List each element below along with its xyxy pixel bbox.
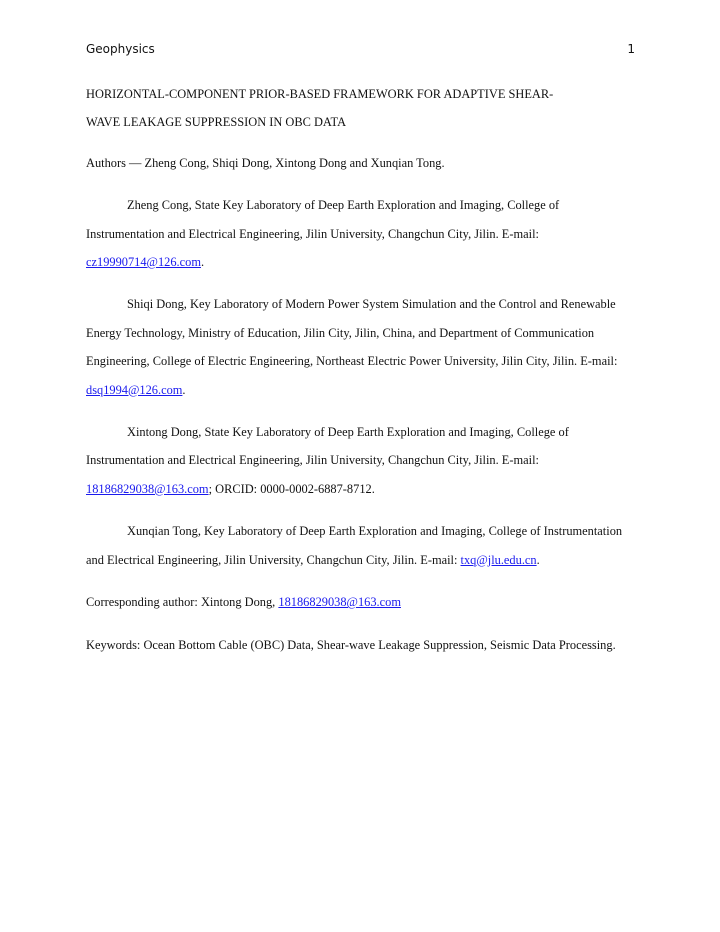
- paper-body: [86, 80, 638, 673]
- affiliation-suffix: ; ORCID: 0000-0002-6887-8712.: [208, 481, 375, 496]
- page-number: 1: [627, 42, 635, 56]
- affiliation-text: Xintong Dong, State Key Laboratory of Deep Earth Exploration and Imaging, College of Instrumentation and Electrical Engineering, Jilin University, Changchun City, Jilin. E-mail:: [86, 425, 569, 468]
- affiliation-text: Shiqi Dong, Key Laboratory of Modern Power System Simulation and the Control and Renewable Energy Technology, Ministry of Education, Jilin City, Jilin, China, and Department of Communication Engineering, College of Electric Engineering, Northeast Electric Power University, Jilin City, Jilin. E-mail:: [86, 297, 618, 369]
- paper-title: [86, 80, 638, 137]
- affiliation-zheng-cong: [86, 191, 638, 276]
- affiliation-xunqian-tong: [86, 517, 638, 574]
- corresponding-email-link[interactable]: 18186829038@163.com: [278, 595, 401, 610]
- keywords: Keywords: Ocean Bottom Cable (OBC) Data, Shear-wave Leakage Suppression, Seismic Data Processing.: [86, 637, 616, 652]
- affiliation-shiqi-dong: [86, 290, 638, 404]
- title-line-2: WAVE LEAKAGE SUPPRESSION IN OBC DATA: [86, 115, 347, 130]
- affiliation-text: Zheng Cong, State Key Laboratory of Deep Earth Exploration and Imaging, College of Instrumentation and Electrical Engineering, Jilin University, Changchun City, Jilin. E-mail:: [86, 198, 560, 241]
- corresponding-label: Corresponding author: Xintong Dong,: [86, 595, 279, 610]
- email-link[interactable]: cz19990714@126.com: [86, 255, 201, 270]
- affiliation-suffix: .: [182, 382, 186, 397]
- page-header: [86, 42, 635, 60]
- email-link[interactable]: dsq1994@126.com: [86, 382, 183, 397]
- email-link[interactable]: txq@jlu.edu.cn: [460, 552, 537, 567]
- affiliation-suffix: .: [201, 255, 205, 270]
- journal-name: Geophysics: [86, 42, 155, 56]
- affiliation-suffix: .: [536, 552, 540, 567]
- affiliation-xintong-dong: [86, 418, 638, 503]
- corresponding-author: [86, 588, 638, 616]
- email-link[interactable]: 18186829038@163.com: [86, 481, 209, 496]
- affiliation-text: Xunqian Tong, Key Laboratory of Deep Earth Exploration and Imaging, College of Instrumentation and Electrical Engineering, Jilin University, Changchun City, Jilin. E-mail:: [86, 524, 623, 567]
- authors-line: Authors — Zheng Cong, Shiqi Dong, Xintong Dong and Xunqian Tong.: [86, 155, 445, 170]
- title-line-1: HORIZONTAL-COMPONENT PRIOR-BASED FRAMEWORK FOR ADAPTIVE SHEAR-: [86, 87, 554, 101]
